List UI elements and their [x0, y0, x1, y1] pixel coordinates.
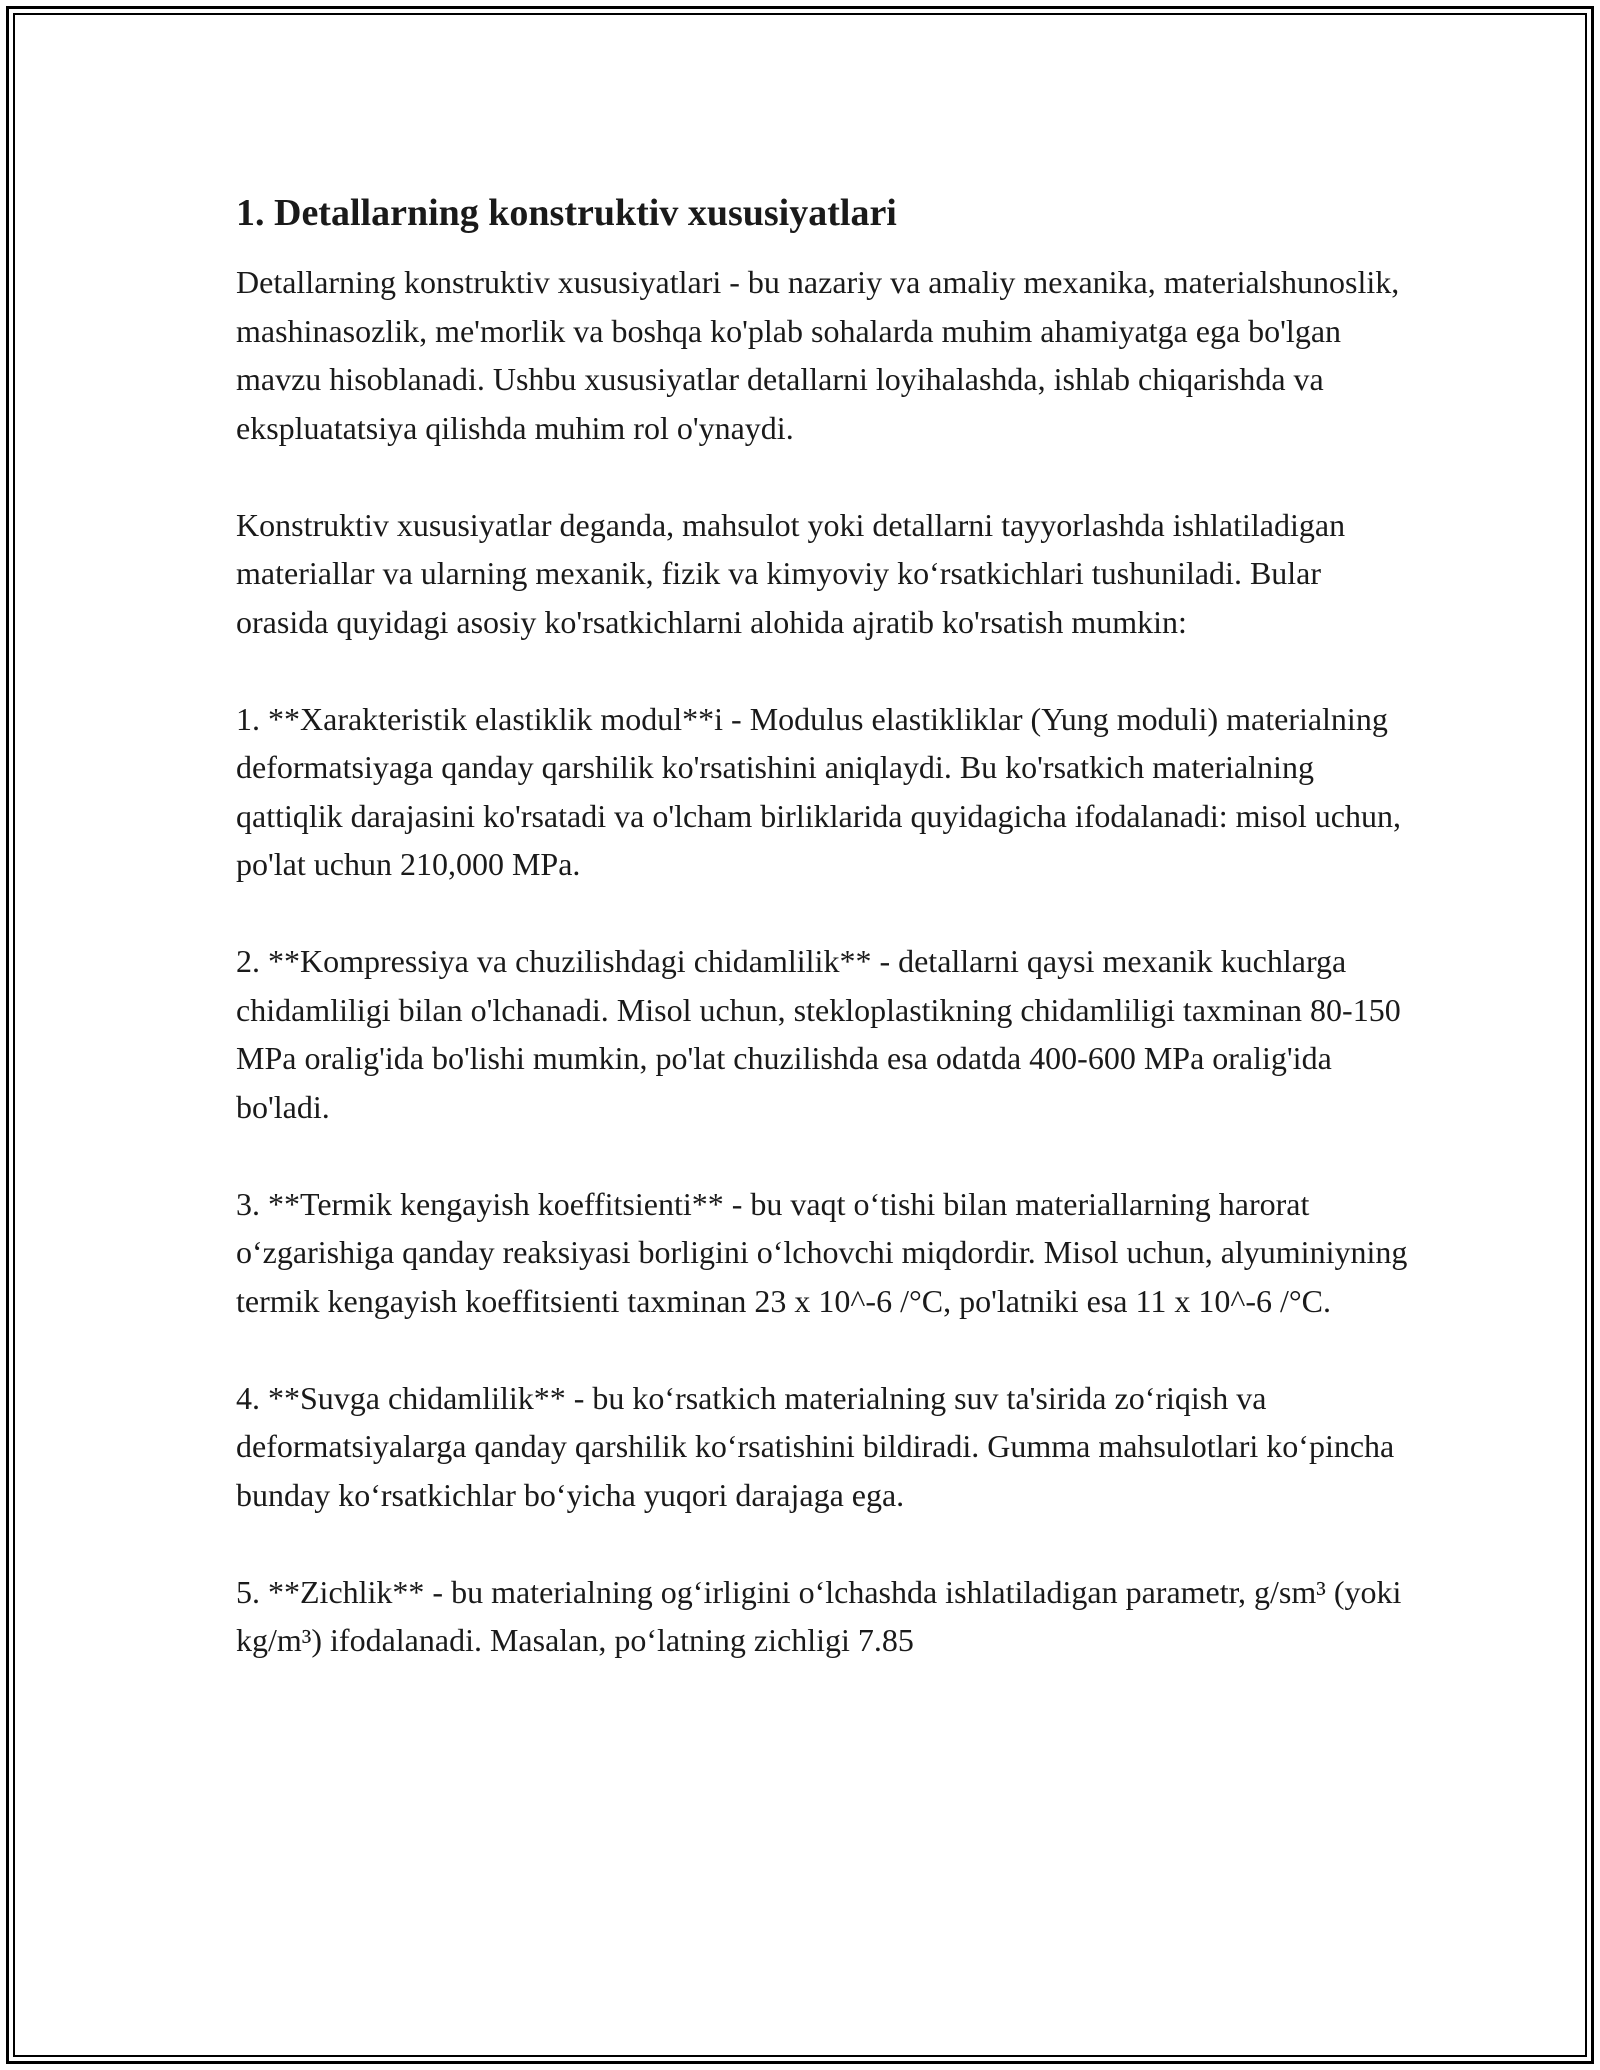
paragraph-intro: Detallarning konstruktiv xususiyatlari - bu nazariy va amaliy mexanika, materialshunoslik, mashinasozlik, me'morlik va boshqa ko'plab sohalarda muhim ahamiyatga ega bo'lgan mavzu hisoblanadi. Ushbu xususiyatlar detallarni loyihalashda, ishlab chiqarishda va ekspluatatsiya qilishda muhim rol o'ynaydi.	[236, 264, 1400, 446]
list-item-density: 5. **Zichlik** - bu materialning ogʻirligini oʻlchashda ishlatiladigan parametr, g/sm³ (yoki kg/m³) ifodalanadi. Masalan, poʻlatning zichligi 7.85	[236, 1573, 1402, 1658]
list-item-thermal-expansion: 3. **Termik kengayish koeffitsienti** - bu vaqt oʻtishi bilan materiallarning harorat oʻzgarishiga qanday reaksiyasi borligini oʻlchovchi miqdordir. Misol uchun, alyuminiyning termik kengayish koeffitsienti taxminan 23 x 10^-6 /°C, po'latniki esa 11 x 10^-6 /°C.	[236, 1185, 1408, 1319]
section-title: 1. Detallarning konstruktiv xususiyatlari	[236, 192, 897, 234]
document-body	[236, 186, 1416, 1713]
list-item-water-resistance: 4. **Suvga chidamlilik** - bu koʻrsatkich materialning suv ta'sirida zoʻriqish va deformatsiyalarga qanday qarshilik koʻrsatishini bildiradi. Gumma mahsulotlari koʻpincha bunday koʻrsatkichlar boʻyicha yuqori darajaga ega.	[236, 1379, 1395, 1513]
list-item-compression-strength: 2. **Kompressiya va chuzilishdagi chidamlilik** - detallarni qaysi mexanik kuchlarga chidamliligi bilan o'lchanadi. Misol uchun, stekloplastikning chidamliligi taxminan 80-150 MPa oralig'ida bo'lishi mumkin, po'lat chuzilishda esa odatda 400-600 MPa oralig'ida bo'ladi.	[236, 943, 1401, 1125]
list-item-elasticity-modulus: 1. **Xarakteristik elastiklik modul**i - Modulus elastikliklar (Yung moduli) materialning deformatsiyaga qanday qarshilik ko'rsatishini aniqlaydi. Bu ko'rsatkich materialning qattiqlik darajasini ko'rsatadi va o'lcham birliklarida quyidagicha ifodalanadi: misol uchun, po'lat uchun 210,000 MPa.	[236, 700, 1401, 882]
paragraph-definition: Konstruktiv xususiyatlar deganda, mahsulot yoki detallarni tayyorlashda ishlatiladigan materiallar va ularning mexanik, fizik va kimyoviy koʻrsatkichlari tushuniladi. Bular orasida quyidagi asosiy ko'rsatkichlarni alohida ajratib ko'rsatish mumkin:	[236, 506, 1346, 640]
